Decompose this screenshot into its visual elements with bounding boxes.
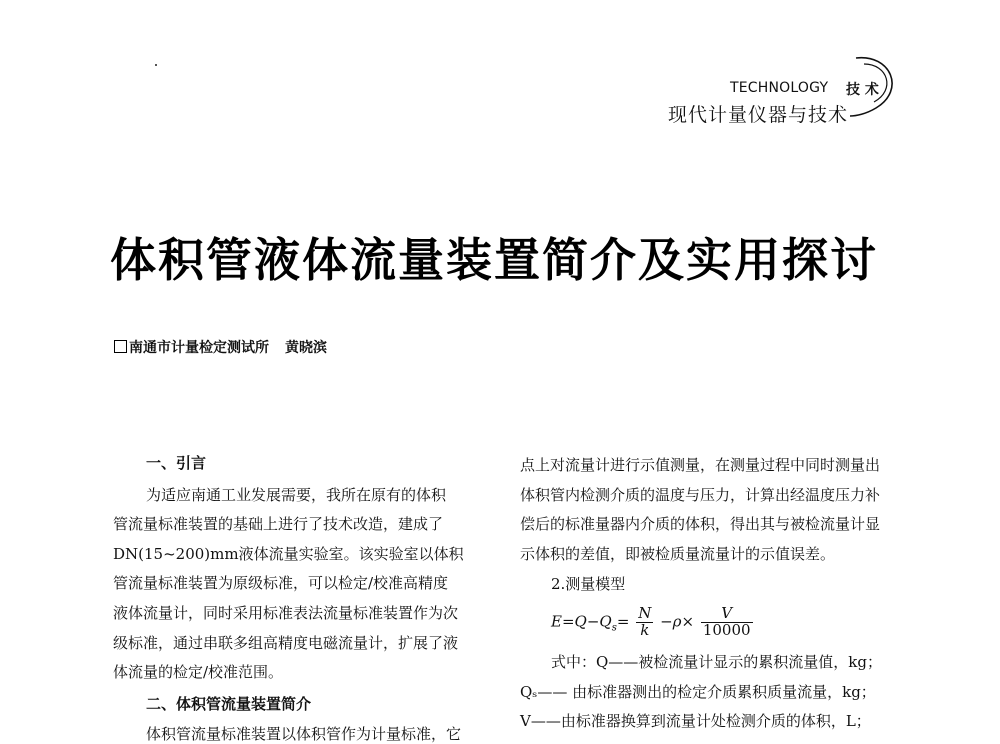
body-line: 点上对流量计进行示值测量，在测量过程中同时测量出 bbox=[520, 456, 881, 474]
journal-name: 现代计量仪器与技术 bbox=[668, 104, 849, 126]
body-line: 体积管流量标准装置以体积管作为计量标准，它 bbox=[146, 725, 462, 743]
definition-v: V——由标准器换算到流量计处检测介质的体积，L； bbox=[520, 712, 871, 730]
body-line: 示体积的差值，即被检质量流量计的示值误差。 bbox=[520, 545, 836, 563]
fraction-numerator: N bbox=[638, 604, 652, 622]
heading-introduction: 一、引言 bbox=[146, 454, 207, 472]
swoosh-logo-icon bbox=[836, 50, 906, 130]
formula-lhs: E=Q−Q bbox=[551, 612, 612, 631]
body-line: 偿后的标准量器内介质的体积，得出其与被检流量计显 bbox=[520, 515, 881, 533]
scan-speck bbox=[155, 64, 157, 66]
fraction-n-over-k bbox=[636, 606, 653, 639]
heading-device-intro: 二、体积管流量装置简介 bbox=[146, 695, 312, 713]
affiliation: 南通市计量检定测试所 bbox=[129, 340, 269, 356]
body-line: 液体流量计，同时采用标准表法流量标准装置作为次 bbox=[113, 604, 459, 622]
fraction-numerator: V bbox=[701, 606, 753, 623]
author-name: 黄晓滨 bbox=[285, 340, 327, 356]
body-line: 体流量的检定/校准范围。 bbox=[113, 663, 284, 681]
square-bullet-icon bbox=[114, 340, 127, 353]
formula-lhs-subscript: s bbox=[611, 622, 617, 634]
fraction-denominator: 10000 bbox=[702, 620, 751, 639]
body-line: 管流量标准装置的基础上进行了技术改造，建成了 bbox=[113, 515, 444, 533]
fraction-denominator: k bbox=[640, 620, 650, 639]
definition-qs: Qₛ—— 由标准器测出的检定介质累积质量流量，kg； bbox=[520, 683, 876, 701]
article-title: 体积管液体流量装置简介及实用探讨 bbox=[110, 233, 878, 287]
formula-middle: −ρ× bbox=[660, 612, 695, 631]
measurement-formula bbox=[551, 606, 755, 639]
body-line: 体积管内检测介质的温度与压力，计算出经温度压力补 bbox=[520, 486, 881, 504]
body-line: 级标准，通过串联多组高精度电磁流量计，扩展了液 bbox=[113, 634, 459, 652]
body-line: 管流量标准装置为原级标准，可以检定/校准高精度 bbox=[113, 574, 449, 592]
subheading-measurement-model: 2.测量模型 bbox=[551, 575, 626, 593]
formula-equals: = bbox=[616, 612, 630, 631]
body-line: DN(15~200)mm液体流量实验室。该实验室以体积 bbox=[113, 545, 464, 563]
body-line: 为适应南通工业发展需要，我所在原有的体积 bbox=[146, 486, 447, 504]
section-label-cn: 技 术 bbox=[846, 82, 879, 98]
fraction-v-over-10000 bbox=[701, 606, 753, 639]
author-line bbox=[114, 337, 327, 357]
definition-q: 式中：Q——被检流量计显示的累积流量值，kg； bbox=[551, 653, 882, 671]
section-label-en: TECHNOLOGY bbox=[730, 80, 829, 96]
